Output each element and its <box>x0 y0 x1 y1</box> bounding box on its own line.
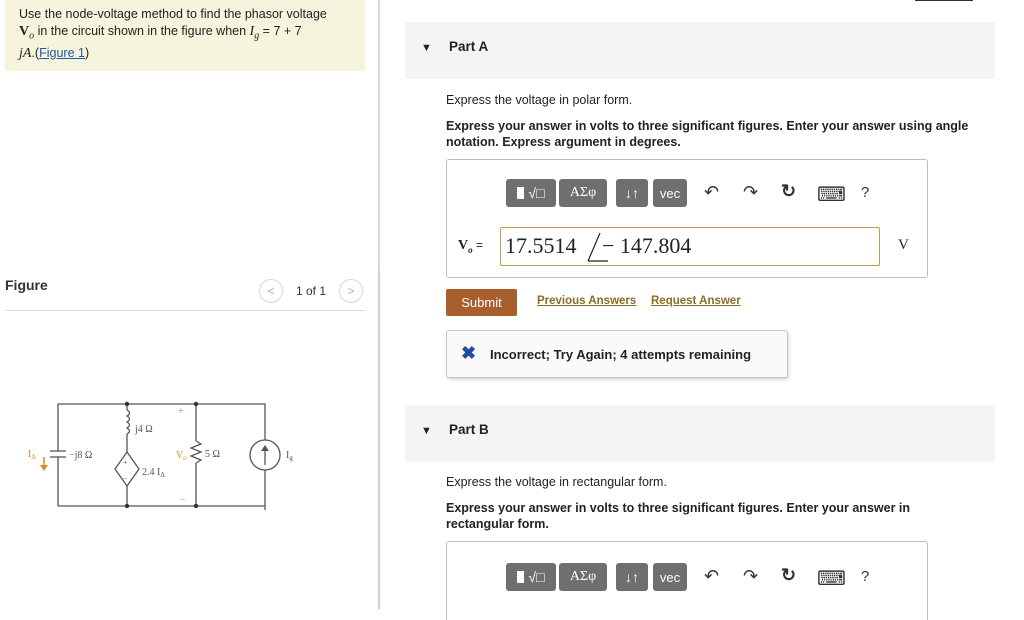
idelta-subscript: Δ <box>31 453 36 461</box>
ig-symbol: I <box>249 24 255 39</box>
greek-button[interactable]: ΑΣφ <box>559 563 607 591</box>
part-b-bold-instruction: Express your answer in volts to three significant figures. Enter your answer in rectangular form. <box>446 501 911 531</box>
answer-magnitude: 17.5514 <box>505 233 577 258</box>
ig-subscript: g <box>254 30 260 42</box>
vo-subscript: o <box>29 30 35 42</box>
vo-answer-symbol: V <box>458 238 469 253</box>
problem-line-1: Use the node-voltage method to find the phasor voltage <box>19 7 327 21</box>
vo-minus: − <box>180 495 186 506</box>
current-arrow-icon <box>261 445 269 451</box>
template-block-icon <box>517 187 524 199</box>
keyboard-icon[interactable]: ⌨ <box>817 184 846 206</box>
idelta-arrow-icon <box>40 465 48 471</box>
circuit-diagram <box>20 395 310 510</box>
vo-symbol: V <box>19 24 30 39</box>
capacitor-label: −j8 Ω <box>69 450 93 461</box>
answer-angle: − 147.804 <box>602 233 692 258</box>
help-icon[interactable]: ? <box>861 568 870 585</box>
next-figure-button[interactable]: > <box>339 279 363 303</box>
panel-splitter-segment <box>378 270 380 609</box>
part-b-answer-box <box>446 541 928 620</box>
ig-value: = 7 + 7 <box>259 24 302 38</box>
part-a-title: Part A <box>449 39 489 54</box>
svg-text:Ig <box>286 450 293 462</box>
figure-heading: Figure <box>5 277 48 293</box>
resistor-label: 5 Ω <box>205 449 220 460</box>
part-b-instruction: Express the voltage in rectangular form. <box>446 475 667 489</box>
part-b-header[interactable] <box>405 405 995 462</box>
part-b-title: Part B <box>449 422 489 437</box>
unit-ja: jA <box>19 45 32 61</box>
templates-label: √□ <box>528 185 545 201</box>
idelta-label: I <box>28 449 32 460</box>
part-a-instruction: Express the voltage in polar form. <box>446 93 633 107</box>
svg-text:2.4 IΔ <box>142 467 165 479</box>
ig-circuit-subscript: g <box>289 454 293 462</box>
templates-button[interactable] <box>506 179 556 207</box>
dep-source-minus: − <box>123 474 128 483</box>
template-block-icon <box>517 571 524 583</box>
undo-icon[interactable]: ↶ <box>704 182 720 202</box>
arrows-button[interactable]: ↓↑ <box>616 179 648 207</box>
collapse-triangle-icon: ▼ <box>421 42 432 54</box>
vo-answer-label <box>458 238 483 255</box>
svg-text:Vo <box>176 450 187 462</box>
reset-icon[interactable]: ↻ <box>781 565 797 585</box>
figure-divider <box>5 310 365 311</box>
problem-line-2: in the circuit shown in the figure when <box>34 24 250 38</box>
feedback-message: Incorrect; Try Again; 4 attempts remaining <box>490 347 752 362</box>
ig-circuit-label: I <box>286 450 290 461</box>
close-paren: ) <box>84 45 90 60</box>
previous-answers-link[interactable]: Previous Answers <box>537 295 637 307</box>
vo-plus: + <box>178 406 184 417</box>
keyboard-icon[interactable]: ⌨ <box>817 568 846 590</box>
redo-icon[interactable]: ↷ <box>743 566 759 586</box>
vo-circuit-label: V <box>176 450 184 461</box>
vo-answer-equals: = <box>472 238 483 252</box>
part-a-bold-instruction: Express your answer in volts to three significant figures. Enter your answer using angle notation. Express argument in degrees. <box>446 119 969 149</box>
figure-page-indicator: 1 of 1 <box>296 284 327 298</box>
greek-button[interactable]: ΑΣφ <box>559 179 607 207</box>
previous-figure-button[interactable]: < <box>259 279 283 303</box>
problem-statement <box>5 0 365 71</box>
dep-source-plus: + <box>123 458 128 467</box>
feedback-panel <box>446 330 788 378</box>
part-a-header[interactable] <box>405 22 995 79</box>
top-tab-indicator <box>915 0 973 1</box>
collapse-triangle-icon: ▼ <box>421 425 432 437</box>
request-answer-link[interactable]: Request Answer <box>651 295 741 307</box>
reset-icon[interactable]: ↻ <box>781 181 797 201</box>
dep-source-subscript: Δ <box>160 471 165 479</box>
unit-label: V <box>898 237 909 253</box>
figure-link[interactable]: Figure 1 <box>39 45 85 60</box>
dep-source-label: 2.4 I <box>142 467 161 478</box>
problem-line-3-tail: .( <box>31 45 40 60</box>
help-icon[interactable]: ? <box>861 184 870 201</box>
undo-icon[interactable]: ↶ <box>704 566 720 586</box>
vec-button[interactable]: vec <box>653 179 687 207</box>
arrows-button[interactable]: ↓↑ <box>616 563 648 591</box>
redo-icon[interactable]: ↷ <box>743 182 759 202</box>
templates-button[interactable] <box>506 563 556 591</box>
submit-button[interactable]: Submit <box>446 289 517 316</box>
part-a-answer-box <box>446 159 928 278</box>
vo-circuit-subscript: o <box>183 454 187 462</box>
inductor-label: j4 Ω <box>135 424 153 435</box>
svg-text:IΔ <box>28 449 36 461</box>
vo-answer-subscript: o <box>468 244 473 255</box>
answer-input[interactable] <box>500 227 880 266</box>
templates-label: √□ <box>528 569 545 585</box>
vec-button[interactable]: vec <box>653 563 687 591</box>
incorrect-x-icon: ✖ <box>461 343 477 363</box>
